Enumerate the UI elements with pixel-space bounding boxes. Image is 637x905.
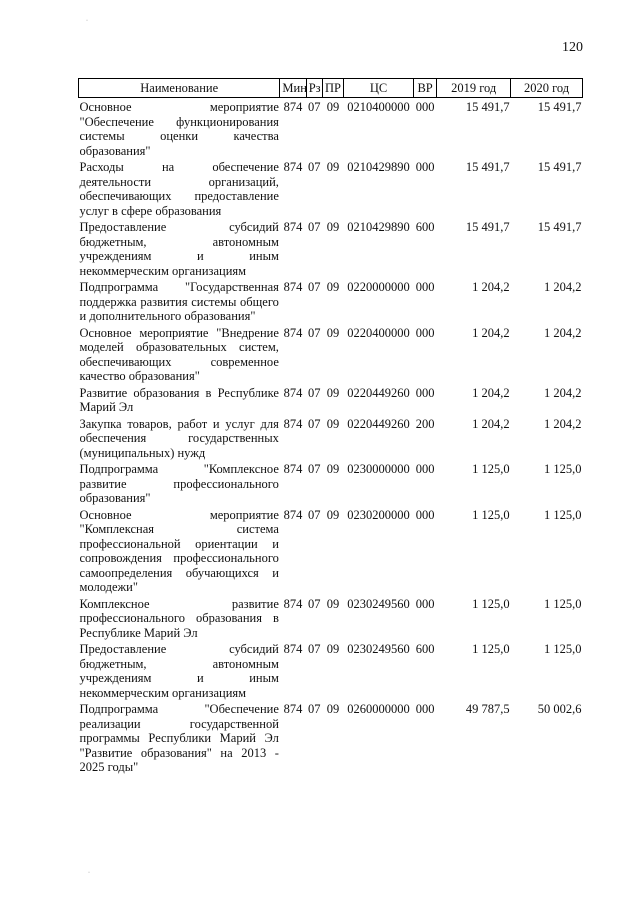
row-name: Подпрограмма "Комплексное развитие профессионального образования" <box>79 462 279 505</box>
row-cs: 0220000000 <box>347 280 410 294</box>
row-min: 874 <box>283 642 303 656</box>
row-2019: 1 204,2 <box>472 280 510 294</box>
header-name: Наименование <box>79 79 280 98</box>
row-vr: 000 <box>415 596 435 611</box>
row-min: 874 <box>283 462 303 476</box>
scan-speck: · <box>88 870 90 876</box>
row-cs: 0220449260 <box>347 385 410 400</box>
row-pr: 09 <box>326 385 340 400</box>
row-cs: 0210400000 <box>347 100 410 114</box>
table-row <box>79 278 583 324</box>
row-vr: 000 <box>415 100 435 114</box>
table-row <box>79 700 583 775</box>
row-name: Подпрограмма "Государственная поддержка развития системы общего и дополнительного образования" <box>79 280 279 323</box>
row-pr: 09 <box>326 596 340 611</box>
row-cs: 0210429890 <box>347 160 410 174</box>
row-min: 874 <box>283 220 303 234</box>
header-cs: ЦС <box>344 79 414 98</box>
row-pr: 09 <box>326 220 340 234</box>
row-name: Расходы на обеспечение деятельности организаций, обеспечивающих предоставление услуг в сфере образования <box>79 160 279 218</box>
row-vr: 000 <box>415 462 435 476</box>
header-min: Мин <box>280 79 306 98</box>
row-2020: 1 125,0 <box>544 642 582 656</box>
row-min: 874 <box>283 385 303 400</box>
row-2020: 1 204,2 <box>544 416 582 431</box>
row-rz: 07 <box>308 160 321 174</box>
table-body <box>79 98 583 775</box>
row-rz: 07 <box>308 416 321 431</box>
row-min: 874 <box>283 416 303 431</box>
page-number: 120 <box>562 40 583 55</box>
row-pr: 09 <box>326 325 340 340</box>
row-2019: 15 491,7 <box>465 160 510 174</box>
table-row <box>79 415 583 461</box>
row-pr: 09 <box>326 507 340 522</box>
row-2019: 1 204,2 <box>472 325 510 340</box>
row-2019: 1 125,0 <box>472 596 510 611</box>
row-min: 874 <box>283 325 303 340</box>
row-2020: 1 125,0 <box>544 596 582 611</box>
budget-table <box>78 78 583 775</box>
row-min: 874 <box>283 702 303 716</box>
row-name: Основное мероприятие "Внедрение моделей образовательных систем, обеспечивающих современное качество образования" <box>79 325 279 383</box>
row-cs: 0220400000 <box>347 325 410 340</box>
table-header-row <box>79 79 583 98</box>
row-name: Закупка товаров, работ и услуг для обеспечения государственных (муниципальных) нужд <box>79 416 279 460</box>
row-min: 874 <box>283 100 303 114</box>
row-vr: 200 <box>415 416 435 431</box>
row-2020: 15 491,7 <box>537 160 582 174</box>
row-min: 874 <box>283 596 303 611</box>
table-row <box>79 218 583 278</box>
row-rz: 07 <box>308 325 321 340</box>
row-rz: 07 <box>308 507 321 522</box>
row-vr: 000 <box>415 507 435 522</box>
row-rz: 07 <box>308 596 321 611</box>
row-2019: 1 204,2 <box>472 416 510 431</box>
header-2019: 2019 год <box>437 79 511 98</box>
row-cs: 0220449260 <box>347 416 410 431</box>
table-row <box>79 460 583 506</box>
row-name: Комплексное развитие профессионального образования в Республике Марий Эл <box>79 596 279 640</box>
row-cs: 0230200000 <box>347 507 410 522</box>
row-2019: 15 491,7 <box>465 100 510 114</box>
row-min: 874 <box>283 507 303 522</box>
row-2019: 1 204,2 <box>472 385 510 400</box>
row-rz: 07 <box>308 385 321 400</box>
row-pr: 09 <box>326 416 340 431</box>
row-name: Основное мероприятие "Комплексная система профессиональной ориентации и сопровождения профессионального самоопределения обучающихся и молодежи" <box>79 507 279 594</box>
row-name: Подпрограмма "Обеспечение реализации государственной программы Республики Марий Эл "Развитие образования" на 2013 - 2025 годы" <box>79 702 279 774</box>
row-rz: 07 <box>308 280 321 294</box>
row-2020: 15 491,7 <box>537 220 582 234</box>
row-2020: 1 204,2 <box>544 325 582 340</box>
header-2020: 2020 год <box>511 79 583 98</box>
row-2019: 1 125,0 <box>472 642 510 656</box>
row-pr: 09 <box>326 462 340 476</box>
row-2019: 49 787,5 <box>465 702 510 716</box>
row-name: Развитие образования в Республике Марий Эл <box>79 385 279 414</box>
row-pr: 09 <box>326 100 340 114</box>
row-cs: 0210429890 <box>347 220 410 234</box>
table-row <box>79 640 583 700</box>
row-vr: 600 <box>415 220 435 234</box>
row-vr: 000 <box>415 160 435 174</box>
row-2020: 50 002,6 <box>537 702 582 716</box>
header-rz: Рз <box>306 79 322 98</box>
row-2020: 1 125,0 <box>544 507 582 522</box>
table-row <box>79 324 583 384</box>
row-pr: 09 <box>326 280 340 294</box>
header-vr: ВР <box>413 79 436 98</box>
table-row <box>79 506 583 595</box>
row-rz: 07 <box>308 702 321 716</box>
row-pr: 09 <box>326 160 340 174</box>
row-rz: 07 <box>308 100 321 114</box>
table-row <box>79 384 583 415</box>
row-rz: 07 <box>308 220 321 234</box>
row-vr: 600 <box>415 642 435 656</box>
row-vr: 000 <box>415 702 435 716</box>
row-2019: 1 125,0 <box>472 462 510 476</box>
header-pr: ПР <box>322 79 343 98</box>
table-row <box>79 98 583 159</box>
row-cs: 0230249560 <box>347 642 410 656</box>
row-2019: 1 125,0 <box>472 507 510 522</box>
row-pr: 09 <box>326 642 340 656</box>
row-vr: 000 <box>415 385 435 400</box>
row-name: Основное мероприятие "Обеспечение функционирования системы оценки качества образования" <box>79 100 279 158</box>
table-row <box>79 595 583 641</box>
row-cs: 0260000000 <box>347 702 410 716</box>
row-min: 874 <box>283 280 303 294</box>
row-pr: 09 <box>326 702 340 716</box>
row-cs: 0230249560 <box>347 596 410 611</box>
table-row <box>79 158 583 218</box>
row-2020: 15 491,7 <box>537 100 582 114</box>
row-min: 874 <box>283 160 303 174</box>
row-cs: 0230000000 <box>347 462 410 476</box>
row-2020: 1 204,2 <box>544 385 582 400</box>
row-rz: 07 <box>308 462 321 476</box>
row-vr: 000 <box>415 280 435 294</box>
row-2020: 1 125,0 <box>544 462 582 476</box>
row-vr: 000 <box>415 325 435 340</box>
row-name: Предоставление субсидий бюджетным, автономным учреждениям и иным некоммерческим организациям <box>79 642 279 700</box>
row-name: Предоставление субсидий бюджетным, автономным учреждениям и иным некоммерческим организациям <box>79 220 279 278</box>
row-2019: 15 491,7 <box>465 220 510 234</box>
scan-speck: · <box>86 18 88 24</box>
row-2020: 1 204,2 <box>544 280 582 294</box>
row-rz: 07 <box>308 642 321 656</box>
